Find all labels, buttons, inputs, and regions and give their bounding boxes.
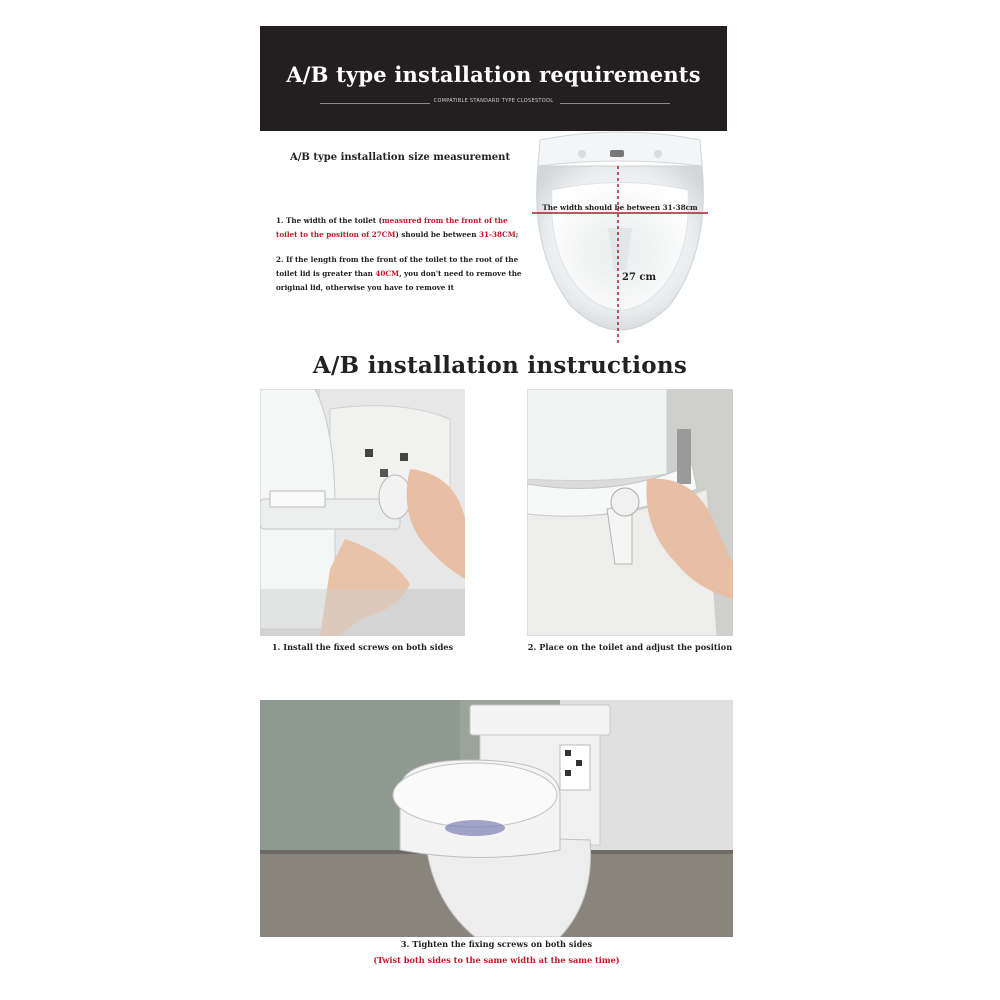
width-label: The width should be between 31-38cm <box>542 203 698 212</box>
measurement-title: A/B type installation size measurement <box>290 152 511 163</box>
note-text: ; <box>515 230 519 239</box>
step-1-caption: 1. Install the fixed screws on both sides <box>271 642 454 652</box>
step-2-photo <box>527 389 733 636</box>
note-highlight: measured from the front of the toilet to the position of 27CM <box>276 216 508 239</box>
note-highlight: 31-38CM <box>479 230 516 239</box>
toilet-measurement-diagram <box>530 130 710 345</box>
step-3-note: (Twist both sides to the same width at the same time) <box>373 955 620 965</box>
measurement-note-2 <box>276 253 526 295</box>
note-text: 1. The width of the toilet ( <box>276 216 383 225</box>
step-1-photo <box>260 389 465 636</box>
step-3-caption: 3. Tighten the fixing screws on both sides <box>400 939 593 949</box>
depth-label: 27 cm <box>622 272 657 283</box>
measurement-note-1 <box>276 214 526 242</box>
header-banner <box>260 26 727 131</box>
banner-title: A/B type installation requirements <box>286 62 701 87</box>
note-highlight: 40CM <box>375 269 400 278</box>
step-3-photo <box>260 700 733 937</box>
banner-subtitle: COMPATIBLE STANDARD TYPE CLOSESTOOL <box>433 98 554 104</box>
note-text: ) should be between <box>395 230 479 239</box>
note-text: 2. If the length from the front of the toilet to the root of the toilet lid is greater than <box>276 255 519 278</box>
instructions-title: A/B installation instructions <box>312 352 688 379</box>
note-text: , you don't need to remove the original lid, otherwise you have to remove it <box>276 269 522 292</box>
step-2-caption: 2. Place on the toilet and adjust the position <box>527 642 733 652</box>
